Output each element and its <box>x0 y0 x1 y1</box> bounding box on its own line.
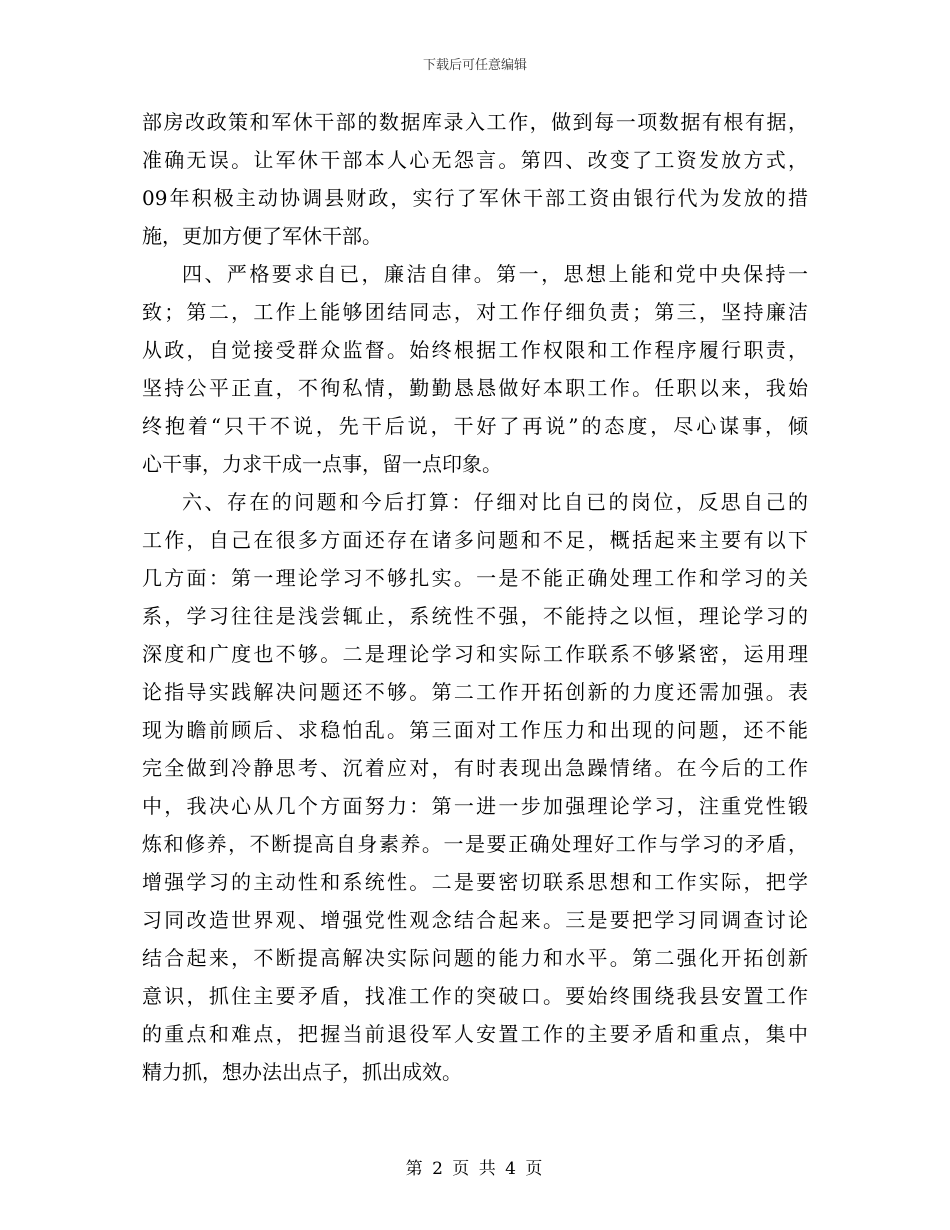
paragraph-first-line: 四、严格要求自已，廉洁自律。第一，思想上能和党中央保持一 <box>182 262 808 286</box>
text-line: 的重点和难点，把握当前退役军人安置工作的主要矛盾和重点，集中 <box>142 1022 808 1046</box>
text-line: 终抱着“只干不说，先干后说，干好了再说”的态度，尽心谋事，倾 <box>142 414 808 438</box>
text-line: 几方面：第一理论学习不够扎实。一是不能正确处理工作和学习的关 <box>142 566 808 590</box>
text-line: 结合起来，不断提高解决实际问题的能力和水平。第二强化开拓创新 <box>142 946 808 970</box>
text-line: 中，我决心从几个方面努力：第一进一步加强理论学习，注重党性锻 <box>142 794 808 818</box>
text-line: 心干事，力求干成一点事，留一点印象。 <box>142 452 502 476</box>
text-line: 习同改造世界观、增强党性观念结合起来。三是要把学习同调查讨论 <box>142 908 808 932</box>
document-body <box>142 103 808 1091</box>
text-line: 完全做到冷静思考、沉着应对，有时表现出急躁情绪。在今后的工作 <box>142 756 808 780</box>
text-line: 精力抓，想办法出点子，抓出成效。 <box>142 1060 462 1084</box>
text-line: 系，学习往往是浅尝辄止，系统性不强，不能持之以恒，理论学习的 <box>142 604 808 628</box>
text-line: 准确无误。让军休干部本人心无怨言。第四、改变了工资发放方式， <box>142 148 808 172</box>
text-line: 炼和修养，不断提高自身素养。一是要正确处理好工作与学习的矛盾， <box>142 832 808 856</box>
page-number-footer: 第 2 页 共 4 页 <box>405 1159 545 1179</box>
text-line: 致；第二，工作上能够团结同志，对工作仔细负责；第三，坚持廉洁 <box>142 300 808 324</box>
text-line: 工作，自己在很多方面还存在诸多问题和不足，概括起来主要有以下 <box>142 528 808 552</box>
text-line: 增强学习的主动性和系统性。二是要密切联系思想和工作实际，把学 <box>142 870 808 894</box>
text-line: 深度和广度也不够。二是理论学习和实际工作联系不够紧密，运用理 <box>142 642 808 666</box>
text-line: 坚持公平正直，不徇私情，勤勤恳恳做好本职工作。任职以来，我始 <box>142 376 808 400</box>
text-line: 09年积极主动协调县财政，实行了军休干部工资由银行代为发放的措 <box>142 186 808 210</box>
text-line: 论指导实践解决问题还不够。第二工作开拓创新的力度还需加强。表 <box>142 680 808 704</box>
text-line: 现为瞻前顾后、求稳怕乱。第三面对工作压力和出现的问题，还不能 <box>142 718 808 742</box>
paragraph-first-line: 六、存在的问题和今后打算：仔细对比自已的岗位，反思自己的 <box>182 490 808 514</box>
text-line: 部房改政策和军休干部的数据库录入工作，做到每一项数据有根有据， <box>142 110 808 134</box>
text-line: 从政，自觉接受群众监督。始终根据工作权限和工作程序履行职责， <box>142 338 808 362</box>
page-header-note: 下载后可任意编辑 <box>422 58 527 73</box>
text-line: 意识，抓住主要矛盾，找准工作的突破口。要始终围绕我县安置工作 <box>142 984 808 1008</box>
text-line: 施，更加方便了军休干部。 <box>142 224 382 248</box>
